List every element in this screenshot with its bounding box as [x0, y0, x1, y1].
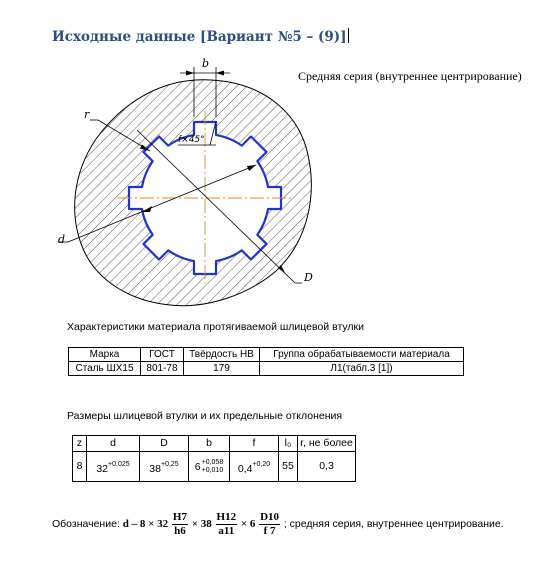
D-base: 38	[149, 462, 161, 475]
b-upper: +0,058	[201, 458, 224, 466]
D-tolerance: +0,25	[160, 460, 179, 468]
fit-fraction-3	[259, 511, 280, 538]
fraction-numerator: D10	[260, 511, 280, 523]
header-cell: Группа обрабатываемости материала	[260, 348, 464, 362]
f-base: 0,4	[237, 462, 253, 475]
table-cell: 179	[184, 362, 260, 376]
d-label: d	[58, 233, 66, 246]
designation-suffix: ; средняя серия, внутреннее центрирование.	[283, 518, 504, 531]
dims-caption: Размеры шлицевой втулки и их предельные отклонения	[67, 410, 343, 422]
header-cell: f	[230, 436, 279, 452]
header-cell: D	[140, 436, 189, 452]
D-value	[140, 452, 189, 482]
table-cell: 801-78	[141, 362, 184, 376]
header-cell: b	[189, 436, 230, 452]
series-note: Средняя серия (внутреннее центрирование)	[298, 69, 522, 83]
b-lower: +0,010	[201, 466, 224, 474]
designation-line	[52, 511, 504, 538]
fit-fraction-1	[172, 511, 188, 538]
dims-table	[72, 435, 356, 482]
d-value	[87, 452, 140, 482]
table-cell: Л1(табл.3 [1])	[260, 362, 464, 376]
material-table	[68, 347, 464, 376]
d-base: 32	[96, 462, 109, 475]
fraction-denominator: f 7	[263, 525, 276, 537]
b-label: b	[202, 57, 210, 70]
material-caption: Характеристики материала протягиваемой шлицевой втулки	[67, 321, 364, 333]
spline-bushing-drawing	[40, 55, 340, 315]
header-cell: r, не более	[298, 436, 356, 452]
table-header-row	[73, 436, 356, 452]
header-cell: ГОСТ	[141, 348, 184, 362]
fraction-numerator: H7	[172, 511, 187, 523]
table-row	[73, 452, 356, 482]
z-value: 8	[73, 452, 87, 482]
D-label: D	[304, 271, 313, 284]
chamfer-label: f×45°	[178, 135, 205, 145]
b-base: 6	[194, 460, 201, 473]
header-cell: l₀	[279, 436, 298, 452]
r-label: r	[84, 108, 90, 121]
b-value	[189, 452, 230, 482]
header-cell: Твёрдость НВ	[184, 348, 260, 362]
designation-label: Обозначение:	[52, 518, 120, 531]
f-value	[230, 452, 279, 482]
f-tolerance: +0,20	[252, 460, 271, 468]
formula-mid-1: × 38	[191, 518, 212, 531]
b-tolerance	[202, 459, 224, 475]
document-title: Исходные данные [Вариант №5 – (9)]	[52, 29, 347, 45]
formula-prefix: d – 8 × 32	[122, 518, 169, 531]
table-cell: Сталь ШХ15	[69, 362, 141, 376]
table-header-row	[69, 348, 464, 362]
table-row	[69, 362, 464, 376]
header-cell: d	[87, 436, 140, 452]
fit-fraction-2	[216, 511, 238, 538]
header-cell: z	[73, 436, 87, 452]
l0-value: 55	[279, 452, 298, 482]
fraction-denominator: a11	[218, 525, 235, 537]
fraction-denominator: h6	[174, 525, 186, 537]
formula-mid-2: × 6	[240, 518, 256, 531]
r-value: 0,3	[298, 452, 356, 482]
designation-formula	[122, 511, 284, 537]
header-cell: Марка	[69, 348, 141, 362]
text-caret	[348, 28, 349, 43]
d-tolerance: +0,025	[108, 460, 130, 468]
fraction-numerator: H12	[216, 511, 237, 523]
